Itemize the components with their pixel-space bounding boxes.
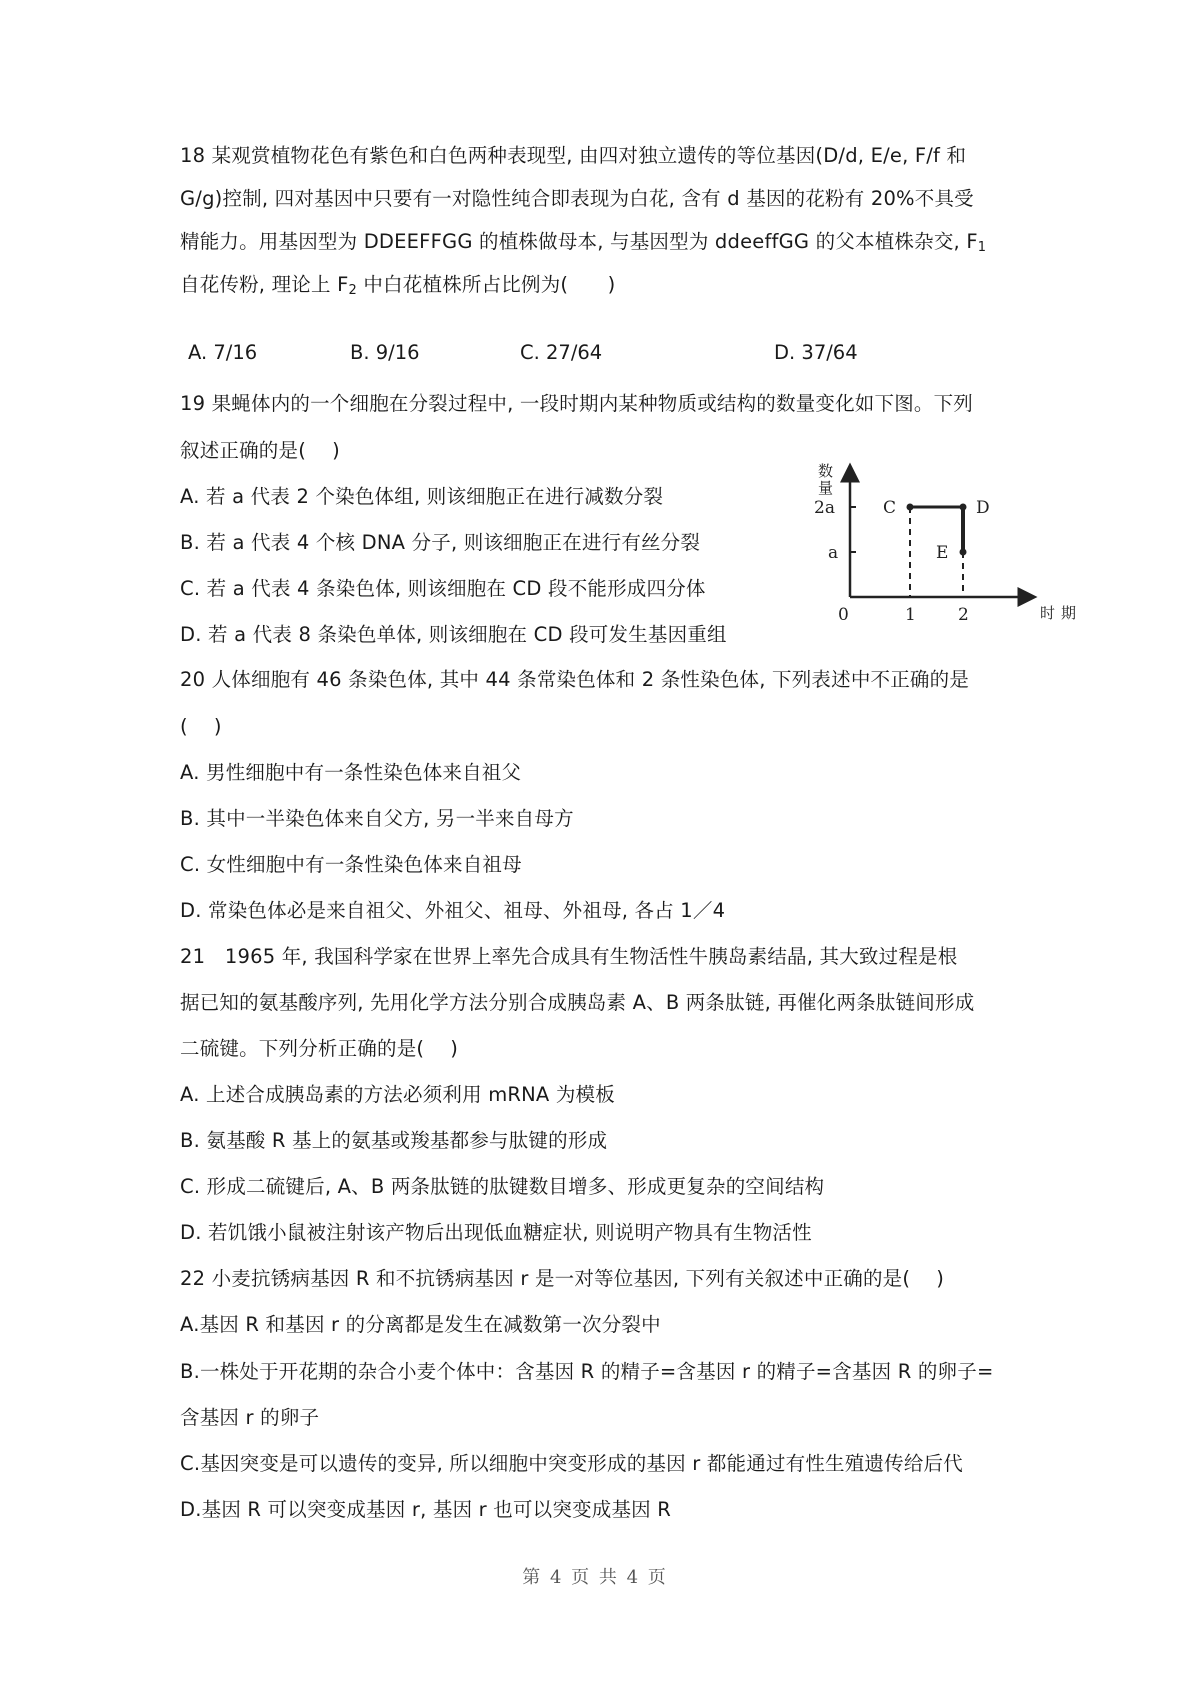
q18-options [188, 339, 988, 367]
y-tick-2a: 2a [814, 498, 835, 518]
q19-option-d: D. 若 a 代表 8 条染色单体, 则该细胞在 CD 段可发生基因重组 [180, 623, 727, 646]
q18-line-3-text: 精能力。用基因型为 DDEEFFGG 的植株做母本, 与基因型为 ddeeffGG 的父本植株杂交, F [180, 230, 978, 253]
q22-option-c: C.基因突变是可以遗传的变异, 所以细胞中突变形成的基因 r 都能通过有性生殖遗传给后代 [180, 1452, 963, 1475]
q21-option-c: C. 形成二硫键后, A、B 两条肽链的肽键数目增多、形成更复杂的空间结构 [180, 1175, 825, 1198]
q22-option-d: D.基因 R 可以突变成基因 r, 基因 r 也可以突变成基因 R [180, 1498, 672, 1521]
q18-line-4-pre: 自花传粉, 理论上 F [180, 273, 349, 296]
q20-option-d: D. 常染色体必是来自祖父、外祖父、祖母、外祖母, 各占 1／4 [180, 899, 726, 922]
q21-line-2: 据已知的氨基酸序列, 先用化学方法分别合成胰岛素 A、B 两条肽链, 再催化两条肽链间形成 [180, 991, 975, 1014]
q19-option-b: B. 若 a 代表 4 个核 DNA 分子, 则该细胞正在进行有丝分裂 [180, 531, 701, 554]
q20-option-a: A. 男性细胞中有一条性染色体来自祖父 [180, 761, 522, 784]
q20-line-2: ( ) [180, 715, 222, 738]
q19-option-a: A. 若 a 代表 2 个染色体组, 则该细胞正在进行减数分裂 [180, 485, 664, 508]
q22-option-b-cont: 含基因 r 的卵子 [180, 1406, 320, 1429]
q19-option-c: C. 若 a 代表 4 条染色体, 则该细胞在 CD 段不能形成四分体 [180, 577, 706, 600]
q19-line-2: 叙述正确的是( ) [180, 439, 340, 462]
page-footer: 第 4 页 共 4 页 [522, 1567, 668, 1588]
q21-line-3: 二硫键。下列分析正确的是( ) [180, 1037, 459, 1060]
q22-option-a: A.基因 R 和基因 r 的分离都是发生在减数第一次分裂中 [180, 1313, 661, 1336]
q20-line-1: 20 人体细胞有 46 条染色体, 其中 44 条常染色体和 2 条性染色体, 下列表述中不正确的是 [180, 668, 970, 691]
q18-option-a: A. 7/16 [188, 341, 258, 364]
point-d-dot [960, 504, 967, 511]
q22-option-b: B.一株处于开花期的杂合小麦个体中：含基因 R 的精子=含基因 r 的精子=含基因 R 的卵子= [180, 1360, 994, 1383]
q18-line-3-sub: 1 [977, 240, 987, 255]
q18-option-d: D. 37/64 [774, 341, 858, 364]
y-tick-a: a [828, 543, 839, 563]
y-axis-label-char: 数 [818, 462, 834, 480]
x-tick-1: 1 [905, 605, 916, 625]
q21-line-1: 21 1965 年, 我国科学家在世界上率先合成具有生物活性牛胰岛素结晶, 其大致过程是根 [180, 945, 958, 968]
q19-figure [800, 462, 1090, 632]
q21-option-d: D. 若饥饿小鼠被注射该产物后出现低血糖症状, 则说明产物具有生物活性 [180, 1221, 812, 1244]
q19-line-1: 19 果蝇体内的一个细胞在分裂过程中, 一段时期内某种物质或结构的数量变化如下图。下列 [180, 392, 974, 415]
x-tick-0: 0 [838, 605, 849, 625]
point-c-dot [907, 504, 914, 511]
point-e-label: E [936, 543, 949, 563]
point-c-label: C [883, 498, 897, 518]
q21-option-b: B. 氨基酸 R 基上的氨基或羧基都参与肽键的形成 [180, 1129, 608, 1152]
q18-option-c: C. 27/64 [520, 341, 603, 364]
q20-option-b: B. 其中一半染色体来自父方, 另一半来自母方 [180, 807, 574, 830]
y-axis-label [818, 462, 833, 497]
x-tick-2: 2 [958, 605, 969, 625]
q18-option-b: B. 9/16 [350, 341, 420, 364]
q18-line-1: 18 某观赏植物花色有紫色和白色两种表现型, 由四对独立遗传的等位基因(D/d, E/e, F/f 和 [180, 144, 967, 167]
q20-option-c: C. 女性细胞中有一条性染色体来自祖母 [180, 853, 522, 876]
x-axis-label: 时期 [1040, 604, 1083, 622]
y-axis-label-char: 量 [818, 479, 834, 497]
point-e-dot [960, 549, 967, 556]
q18-line-4-post: 中白花植株所占比例为( ) [357, 273, 616, 296]
q18-line-3 [180, 228, 986, 256]
q18-line-2: G/g)控制, 四对基因中只要有一对隐性纯合即表现为白花, 含有 d 基因的花粉有 20%不具受 [180, 187, 974, 210]
q18-line-4-sub: 2 [348, 283, 357, 298]
q21-option-a: A. 上述合成胰岛素的方法必须利用 mRNA 为模板 [180, 1083, 615, 1106]
point-d-label: D [976, 498, 990, 518]
q22-line-1: 22 小麦抗锈病基因 R 和不抗锈病基因 r 是一对等位基因, 下列有关叙述中正确的是( ) [180, 1267, 945, 1290]
q18-line-4 [180, 271, 615, 299]
